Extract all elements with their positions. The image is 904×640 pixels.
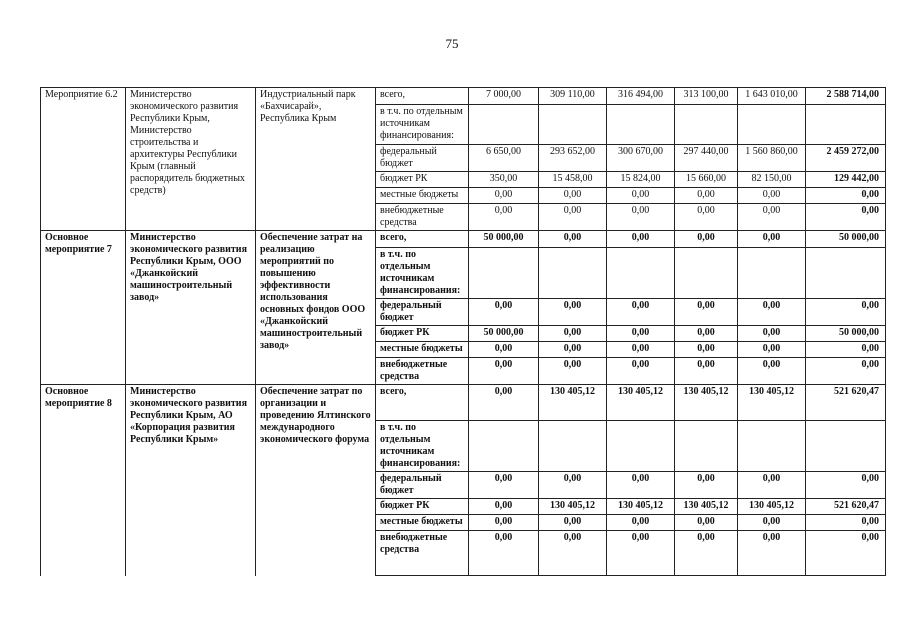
description-cell: Обеспечение затрат на реализацию мероприятий по повышению эффективности использования основных фондов ООО «Джанкойский машиностроительный завод»: [256, 231, 376, 385]
source-label: федеральный бюджет: [376, 145, 469, 172]
source-label: внебюджетные средства: [376, 531, 469, 576]
year-value: 0,00: [607, 326, 675, 342]
year-value: 0,00: [738, 204, 806, 231]
year-value: 0,00: [469, 342, 539, 358]
source-label: всего,: [376, 385, 469, 421]
year-value: 0,00: [738, 531, 806, 576]
year-value: 0,00: [738, 515, 806, 531]
year-value: [607, 248, 675, 299]
year-value: 0,00: [675, 188, 738, 204]
year-value: 0,00: [539, 472, 607, 499]
activity-name: Основное мероприятие 7: [41, 231, 126, 385]
year-value: [607, 105, 675, 145]
total-value: 521 620,47: [806, 499, 886, 515]
year-value: [539, 421, 607, 472]
year-value: 0,00: [539, 515, 607, 531]
year-value: 6 650,00: [469, 145, 539, 172]
year-value: 0,00: [738, 326, 806, 342]
year-value: 7 000,00: [469, 88, 539, 105]
year-value: 0,00: [607, 472, 675, 499]
description-cell: Индустриальный парк «Бахчисарай», Республика Крым: [256, 88, 376, 231]
year-value: [469, 248, 539, 299]
source-label: внебюджетные средства: [376, 204, 469, 231]
source-label: всего,: [376, 231, 469, 248]
source-label: местные бюджеты: [376, 515, 469, 531]
source-label: федеральный бюджет: [376, 472, 469, 499]
year-value: 130 405,12: [607, 385, 675, 421]
year-value: 0,00: [607, 515, 675, 531]
source-label: местные бюджеты: [376, 188, 469, 204]
year-value: 0,00: [469, 385, 539, 421]
year-value: 0,00: [738, 188, 806, 204]
total-value: [806, 105, 886, 145]
year-value: 0,00: [607, 204, 675, 231]
year-value: 316 494,00: [607, 88, 675, 105]
year-value: 309 110,00: [539, 88, 607, 105]
year-value: 0,00: [738, 472, 806, 499]
year-value: 0,00: [539, 231, 607, 248]
year-value: 293 652,00: [539, 145, 607, 172]
total-value: 0,00: [806, 515, 886, 531]
year-value: 130 405,12: [738, 499, 806, 515]
table-row: [41, 231, 886, 248]
year-value: 0,00: [607, 531, 675, 576]
activity-name: Основное мероприятие 8: [41, 385, 126, 576]
year-value: 130 405,12: [738, 385, 806, 421]
total-value: 0,00: [806, 472, 886, 499]
total-value: 0,00: [806, 342, 886, 358]
year-value: [469, 421, 539, 472]
year-value: [675, 421, 738, 472]
source-label: бюджет РК: [376, 326, 469, 342]
total-value: 2 588 714,00: [806, 88, 886, 105]
year-value: 0,00: [539, 299, 607, 326]
total-value: 0,00: [806, 299, 886, 326]
year-value: 0,00: [607, 299, 675, 326]
year-value: [675, 105, 738, 145]
source-label: бюджет РК: [376, 499, 469, 515]
year-value: 350,00: [469, 172, 539, 188]
year-value: 0,00: [738, 342, 806, 358]
table-row: [41, 385, 886, 421]
year-value: 0,00: [675, 204, 738, 231]
year-value: 0,00: [469, 472, 539, 499]
year-value: 0,00: [539, 188, 607, 204]
year-value: 0,00: [675, 531, 738, 576]
total-value: 129 442,00: [806, 172, 886, 188]
year-value: [738, 421, 806, 472]
year-value: 82 150,00: [738, 172, 806, 188]
source-label: в т.ч. по отдельным источникам финансирования:: [376, 421, 469, 472]
year-value: 15 660,00: [675, 172, 738, 188]
description-cell: Обеспечение затрат по организации и проведению Ялтинского международного экономического форума: [256, 385, 376, 576]
total-value: 2 459 272,00: [806, 145, 886, 172]
year-value: 0,00: [675, 515, 738, 531]
year-value: 50 000,00: [469, 231, 539, 248]
source-label: в т.ч. по отдельным источникам финансирования:: [376, 248, 469, 299]
year-value: [738, 248, 806, 299]
year-value: 0,00: [675, 231, 738, 248]
year-value: 0,00: [539, 204, 607, 231]
year-value: 130 405,12: [607, 499, 675, 515]
year-value: 130 405,12: [539, 385, 607, 421]
total-value: 0,00: [806, 204, 886, 231]
total-value: 521 620,47: [806, 385, 886, 421]
total-value: 50 000,00: [806, 326, 886, 342]
executor-cell: Министерство экономического развития Республики Крым, АО «Корпорация развития Республики Крым»: [126, 385, 256, 576]
year-value: 15 824,00: [607, 172, 675, 188]
year-value: 0,00: [469, 531, 539, 576]
total-value: 0,00: [806, 531, 886, 576]
year-value: 130 405,12: [675, 499, 738, 515]
activity-name: Мероприятие 6.2: [41, 88, 126, 231]
year-value: 0,00: [539, 342, 607, 358]
total-value: 50 000,00: [806, 231, 886, 248]
total-value: [806, 421, 886, 472]
year-value: 0,00: [675, 358, 738, 385]
source-label: местные бюджеты: [376, 342, 469, 358]
year-value: 0,00: [675, 472, 738, 499]
executor-cell: Министерство экономического развития Республики Крым, Министерство строительства и архитектуры Республики Крым (главный распорядитель бюджетных средств): [126, 88, 256, 231]
total-value: [806, 248, 886, 299]
year-value: 0,00: [539, 531, 607, 576]
year-value: 15 458,00: [539, 172, 607, 188]
year-value: 0,00: [675, 326, 738, 342]
year-value: 0,00: [607, 231, 675, 248]
year-value: 0,00: [738, 231, 806, 248]
year-value: [539, 248, 607, 299]
year-value: 0,00: [469, 358, 539, 385]
year-value: 130 405,12: [539, 499, 607, 515]
executor-cell: Министерство экономического развития Республики Крым, ООО «Джанкойский машиностроительный завод»: [126, 231, 256, 385]
year-value: 1 560 860,00: [738, 145, 806, 172]
year-value: 0,00: [469, 515, 539, 531]
year-value: 0,00: [469, 188, 539, 204]
year-value: 0,00: [469, 204, 539, 231]
year-value: 0,00: [539, 358, 607, 385]
source-label: федеральный бюджет: [376, 299, 469, 326]
year-value: 0,00: [738, 299, 806, 326]
total-value: 0,00: [806, 358, 886, 385]
year-value: 50 000,00: [469, 326, 539, 342]
year-value: 0,00: [607, 188, 675, 204]
year-value: 300 670,00: [607, 145, 675, 172]
year-value: 0,00: [607, 342, 675, 358]
year-value: 0,00: [607, 358, 675, 385]
year-value: [469, 105, 539, 145]
year-value: 0,00: [539, 326, 607, 342]
year-value: 0,00: [738, 358, 806, 385]
year-value: [539, 105, 607, 145]
source-label: в т.ч. по отдельным источникам финансирования:: [376, 105, 469, 145]
total-value: 0,00: [806, 188, 886, 204]
year-value: 0,00: [675, 299, 738, 326]
year-value: 130 405,12: [675, 385, 738, 421]
year-value: 0,00: [469, 499, 539, 515]
source-label: внебюджетные средства: [376, 358, 469, 385]
year-value: 0,00: [675, 342, 738, 358]
page-number: 75: [445, 36, 459, 51]
year-value: [675, 248, 738, 299]
source-label: бюджет РК: [376, 172, 469, 188]
year-value: [607, 421, 675, 472]
year-value: 297 440,00: [675, 145, 738, 172]
year-value: [738, 105, 806, 145]
source-label: всего,: [376, 88, 469, 105]
table-row: [41, 88, 886, 105]
year-value: 0,00: [469, 299, 539, 326]
financing-table: [40, 87, 886, 576]
year-value: 313 100,00: [675, 88, 738, 105]
year-value: 1 643 010,00: [738, 88, 806, 105]
